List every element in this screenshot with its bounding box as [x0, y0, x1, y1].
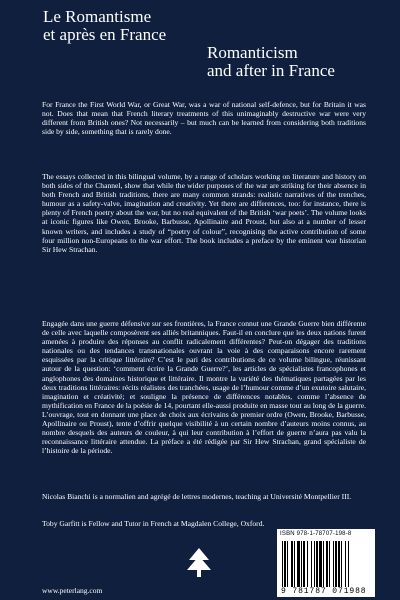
blurb-paragraph-english-intro: For France the First World War, or Great War, was a war of national self-defence, but for Britain it was not. Does that mean that French literary treatments of this unimaginably destructive war were very different from British ones? Not necessarily – but much can be learned from considering both traditions side by side, something that is rarely done.: [42, 100, 366, 137]
series-title-french-line-2: et après en France: [43, 25, 167, 44]
isbn-label: ISBN 978-1-78707-198-8: [280, 531, 352, 537]
series-title-french: [43, 8, 166, 44]
isbn-barcode-box: [277, 529, 375, 597]
series-title-english-line-1: Romanticism: [207, 43, 298, 62]
publisher-logo-icon: [184, 546, 214, 585]
barcode-digits: 9 781787 071988: [281, 587, 367, 596]
series-title-english-line-2: and after in France: [207, 61, 335, 80]
publisher-website: www.peterlang.com: [42, 586, 103, 595]
series-title-english: [207, 44, 335, 80]
blurb-paragraph-french: Engagée dans une guerre défensive sur ses frontières, la France connut une Grande Guerre bien différente de celle avec laquelle composèrent ses alliés britanniques. Faut-il en conclure que les deux nations furent amenées à produire des réponses au conflit radicalement différentes? Peut-on dégager des traditions nationales ou des tendances transnationales ouvrant la voie à des comparaisons encore rarement esquissées par la critique littéraire? C’est le pari des contributions de ce volume bilingue, réunissant autour de la question: ‘comment écrire la Grande Guerre?’, les articles de spécialistes francophones et anglophones des domaines historique et littéraire. Il montre la variété des thématiques partagées par les deux traditions littéraires: récits réalistes des tranchées, usage de l’humour comme d’un exutoire salutaire, imagination et créativité; et souligne la présence de différences notables, comme l’absence de mythification en France de la poésie de 14, pourtant elle-aussi produite en masse tout au long de la guerre. L’ouvrage, tout en donnant une place de choix aux écrivains de premier ordre (Owen, Brooke, Barbusse, Apollinaire ou Proust), tente d’offrir quelque visibilité à un certain nombre d’auteurs moins connus, au nombre desquels des auteurs de couleur, à qui leur contribution à l’effort de guerre n’aura pas valu la reconnaissance littéraire attendue. La préface a été rédigée par Sir Hew Strachan, grand spécialiste de l’histoire de la période.: [42, 319, 366, 456]
author-bio-garfitt: Toby Garfitt is Fellow and Tutor in French at Magdalen College, Oxford.: [42, 519, 265, 528]
author-bio-bianchi: Nicolas Bianchi is a normalien and agrégé de lettres modernes, teaching at Université Montpellier III.: [42, 492, 352, 501]
blurb-paragraph-english-details: The essays collected in this bilingual volume, by a range of scholars working on literature and history on both sides of the Channel, show that while the wider purposes of the war are striking for their absence in both French and British traditions, there are many common strands: realistic narratives of the trenches, humour as a safety-valve, imagination and creativity. Yet there are differences, too: for instance, there is plenty of French poetry about the war, but no real equivalent of the British ‘war poets’. The volume looks at iconic figures like Owen, Brooke, Barbusse, Apollinaire and Proust, but also at a number of lesser known writers, and includes a study of “poetry of colour”, recognising the active contribution of some four million non-Europeans to the war effort. The book includes a preface by the eminent war historian Sir Hew Strachan.: [42, 172, 366, 254]
series-title-french-line-1: Le Romantisme: [43, 7, 152, 26]
barcode-icon: [282, 541, 370, 587]
